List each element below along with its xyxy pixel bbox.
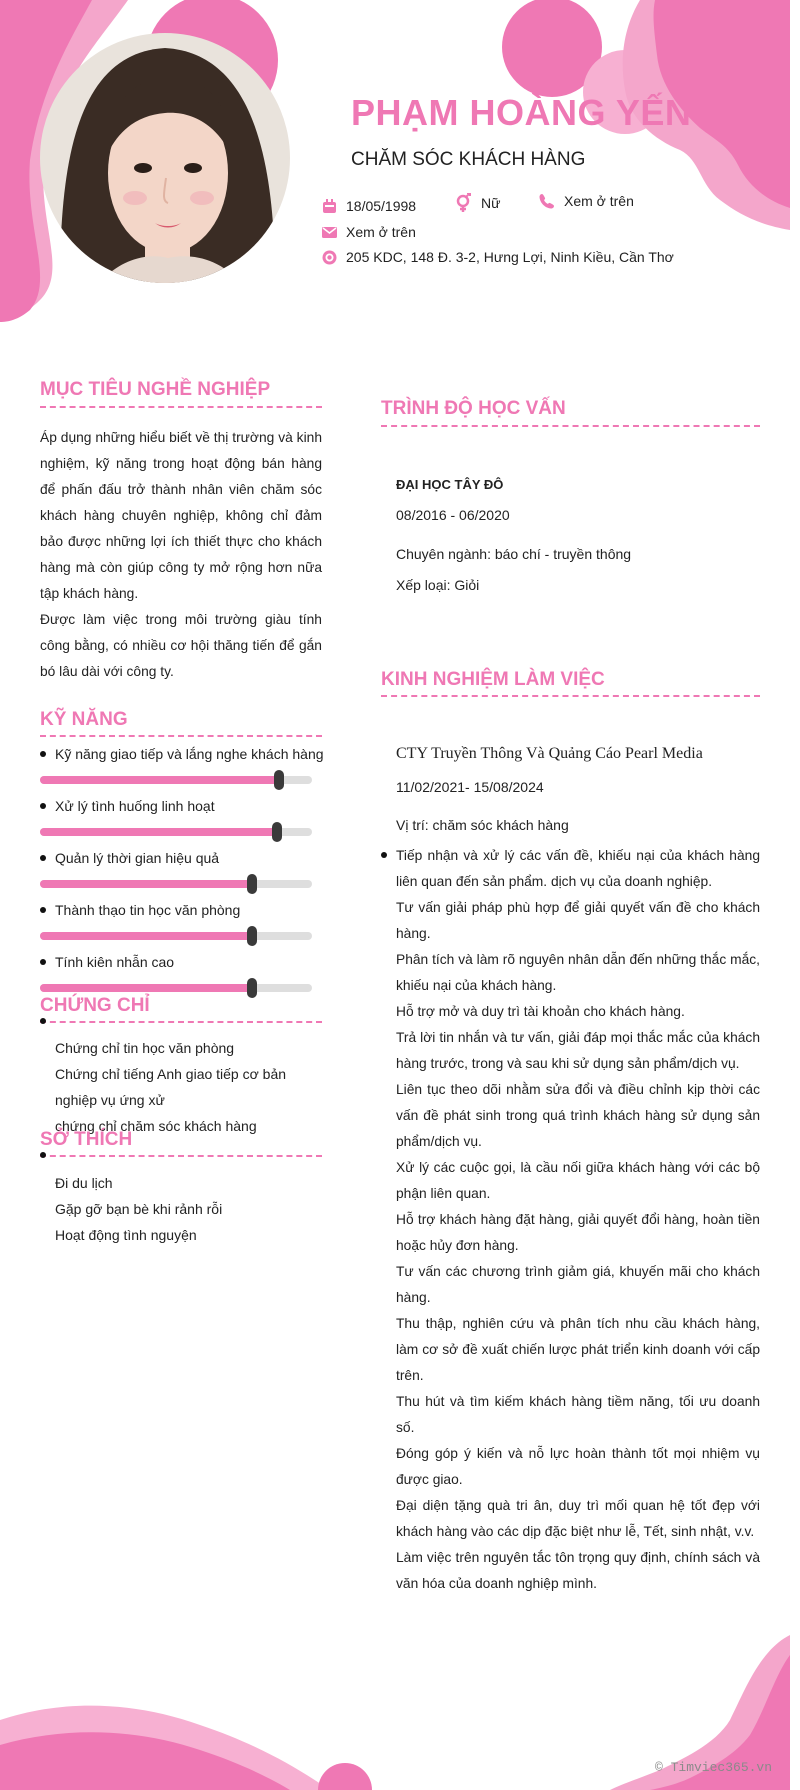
skill-bar-knob [247, 978, 257, 998]
birthday-text: 18/05/1998 [346, 198, 417, 214]
skill-bullet [40, 959, 46, 965]
duty-item: Đóng góp ý kiến và nỗ lực hoàn thành tốt mọi nhiệm vụ được giao. [396, 1446, 760, 1487]
duty-item: Làm việc trên nguyên tắc tôn trọng quy định, chính sách và văn hóa của doanh nghiệp mình. [396, 1550, 760, 1591]
email-info [322, 224, 416, 240]
hobbies-bullet [40, 1152, 46, 1158]
skill-bar-knob [274, 770, 284, 790]
objective-divider [40, 406, 322, 408]
skill-bar-knob [247, 926, 257, 946]
duty-item: Thu thập, nghiên cứu và phân tích nhu cầu khách hàng, làm cơ sở đề xuất chiến lược phát triển kinh doanh với cấp trên. [396, 1316, 760, 1383]
skill-bar [40, 776, 312, 784]
email-text: Xem ở trên [346, 224, 416, 240]
skill-bar [40, 880, 312, 888]
duty-item: Tiếp nhận và xử lý các vấn đề, khiếu nại của khách hàng liên quan đến sản phẩm. dịch vụ của doanh nghiệp. [396, 848, 760, 889]
experience-duties [396, 843, 760, 1597]
skill-bar [40, 984, 312, 992]
skill-bullet [40, 751, 46, 757]
gender-icon [456, 193, 472, 213]
objective-paragraph: Được làm việc trong môi trường giàu tính công bằng, có nhiều cơ hội thăng tiến để gắn bó lâu dài với công ty. [40, 612, 322, 679]
experience-position: Vị trí: chăm sóc khách hàng [396, 817, 569, 833]
duty-item: Xử lý các cuộc gọi, là cầu nối giữa khách hàng với các bộ phận liên quan. [396, 1160, 760, 1201]
skill-bar [40, 932, 312, 940]
education-divider [381, 425, 760, 427]
duty-item: Tư vấn các chương trình giảm giá, khuyến mãi cho khách hàng. [396, 1264, 760, 1305]
phone-info [539, 193, 634, 209]
education-title: TRÌNH ĐỘ HỌC VẤN [381, 398, 566, 419]
birthday-info [322, 198, 416, 214]
duty-item: Phân tích và làm rõ nguyên nhân dẫn đến những thắc mắc, khiếu nại của khách hàng. [396, 952, 760, 993]
skill-bar-fill [40, 932, 252, 940]
hobbies-divider [40, 1155, 322, 1157]
skill-bullet [40, 907, 46, 913]
certificates-bullet [40, 1018, 46, 1024]
experience-title: KINH NGHIỆM LÀM VIỆC [381, 669, 605, 690]
gender-info [456, 193, 500, 213]
certificates-title: CHỨNG CHỈ [40, 995, 150, 1016]
skill-bar-knob [272, 822, 282, 842]
education-period: 08/2016 - 06/2020 [396, 507, 510, 523]
profile-photo [40, 33, 290, 283]
objective-title: MỤC TIÊU NGHỀ NGHIỆP [40, 379, 271, 400]
candidate-name: PHẠM HOÀNG YẾN [351, 92, 692, 133]
education-school: ĐẠI HỌC TÂY ĐÔ [396, 477, 504, 492]
duty-item: Liên tục theo dõi nhằm sửa đổi và điều chỉnh kịp thời các vấn đề phát sinh trong quá trình khách hàng sử dụng sản phẩm/dịch vụ. [396, 1082, 760, 1149]
phone-icon [539, 193, 555, 209]
experience-divider [381, 695, 760, 697]
duty-item: Hỗ trợ mở và duy trì tài khoản cho khách hàng. [396, 1004, 685, 1019]
education-grade: Xếp loại: Giỏi [396, 577, 480, 593]
skill-label: Kỹ năng giao tiếp và lắng nghe khách hàng [55, 746, 324, 762]
certificates-list: Chứng chỉ tin học văn phòng Chứng chỉ tiếng Anh giao tiếp cơ bản nghiệp vụ ứng xử chứng chỉ chăm sóc khách hàng [55, 1040, 287, 1134]
skill-label: Xử lý tình huống linh hoạt [55, 798, 215, 814]
duty-item: Đại diện tặng quà tri ân, duy trì mối quan hệ tốt đẹp với khách hàng vào các dịp đặc biệt như lễ, Tết, sinh nhật, v.v. [396, 1498, 760, 1539]
skill-label: Quản lý thời gian hiệu quả [55, 850, 220, 866]
skill-bar [40, 828, 312, 836]
duty-item: Hỗ trợ khách hàng đặt hàng, giải quyết đổi hàng, hoàn tiền hoặc hủy đơn hàng. [396, 1212, 760, 1253]
skill-label: Thành thạo tin học văn phòng [55, 902, 241, 918]
address-info [322, 249, 674, 265]
skill-bullet [40, 855, 46, 861]
duty-item: Tư vấn giải pháp phù hợp để giải quyết vấn đề cho khách hàng. [396, 900, 760, 941]
location-icon [322, 250, 337, 265]
skills-title: KỸ NĂNG [40, 709, 128, 730]
objective-text [40, 425, 322, 685]
skill-label: Tính kiên nhẫn cao [55, 954, 175, 970]
skill-bar-fill [40, 880, 252, 888]
phone-text: Xem ở trên [564, 193, 634, 209]
skill-bullet [40, 803, 46, 809]
candidate-role: CHĂM SÓC KHÁCH HÀNG [351, 149, 586, 170]
skill-bar-knob [247, 874, 257, 894]
hobbies-list: Đi du lịch Gặp gỡ bạn bè khi rảnh rỗi Hoạt động tình nguyện [55, 1175, 223, 1243]
certificates-divider [40, 1021, 322, 1023]
duties-bullet [381, 852, 387, 858]
experience-company: CTY Truyền Thông Và Quảng Cáo Pearl Media [396, 745, 703, 762]
watermark: © Timviec365.vn [655, 1760, 773, 1775]
calendar-icon [322, 199, 337, 214]
skills-divider [40, 735, 322, 737]
experience-period: 11/02/2021- 15/08/2024 [396, 779, 544, 795]
email-icon [322, 227, 337, 238]
skill-bar-fill [40, 828, 277, 836]
duty-item: Thu hút và tìm kiếm khách hàng tiềm năng, tối ưu doanh số. [396, 1394, 760, 1435]
address-text: 205 KDC, 148 Đ. 3-2, Hưng Lợi, Ninh Kiều, Cần Thơ [346, 249, 674, 265]
gender-text: Nữ [481, 195, 501, 211]
education-major: Chuyên ngành: báo chí - truyền thông [396, 546, 632, 562]
duty-item: Trả lời tin nhắn và tư vấn, giải đáp mọi thắc mắc của khách hàng trước, trong và sau khi sử dụng sản phẩm/dịch vụ. [396, 1030, 760, 1071]
objective-paragraph: Áp dụng những hiểu biết về thị trường và kinh nghiệm, kỹ năng trong hoạt động bán hàng để phấn đấu trở thành nhân viên chăm sóc khách hàng chuyên nghiệp, không chỉ đảm bảo được những lợi ích thiết thực cho khách hàng mà còn giúp công ty mở rộng hơn nữa tập khách hàng. [40, 430, 322, 601]
skill-bar-fill [40, 984, 252, 992]
hobbies-title: SỞ THÍCH [40, 1129, 133, 1150]
skill-bar-fill [40, 776, 279, 784]
